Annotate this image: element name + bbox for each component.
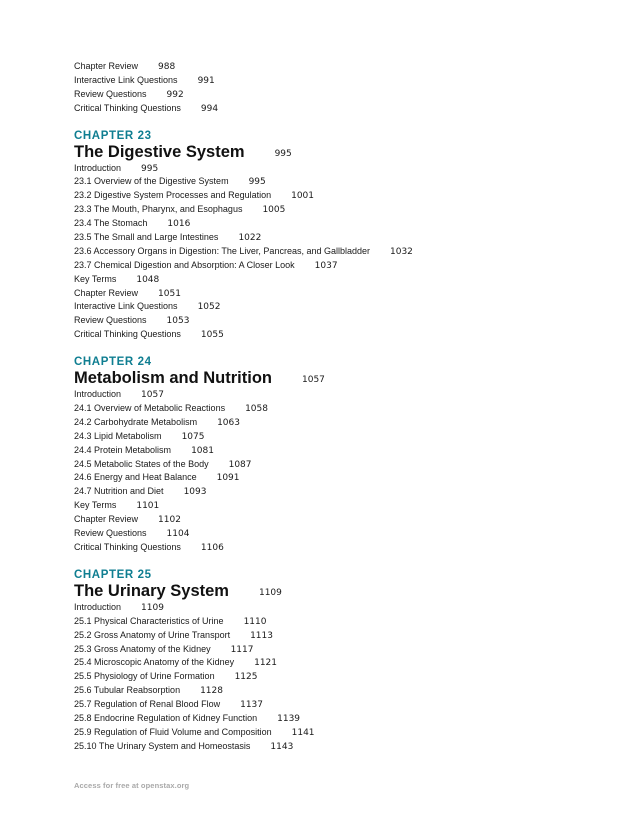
toc-entry-label: Chapter Review [74, 514, 139, 525]
toc-entry-page: 1143 [270, 741, 294, 752]
toc-entry-label: 25.2 Gross Anatomy of Urine Transport [74, 629, 231, 640]
toc-entry[interactable] [74, 416, 594, 430]
toc-entry[interactable] [74, 245, 594, 259]
toc-entry[interactable] [74, 444, 594, 458]
toc-entry-label: Critical Thinking Questions [74, 541, 181, 552]
toc-entry-label: 25.9 Regulation of Fluid Volume and Composition [74, 726, 272, 737]
toc-entry[interactable] [74, 102, 594, 116]
toc-entry-page: 1091 [216, 473, 240, 484]
toc-entry-page: 1093 [183, 487, 207, 498]
toc-entry-page: 995 [248, 177, 266, 188]
toc-entry[interactable] [74, 726, 594, 740]
toc-entry-page: 1005 [262, 205, 286, 216]
toc-entry[interactable] [74, 402, 594, 416]
page-footer: Access for free at openstax.org [74, 781, 190, 790]
toc-entry-label: 23.2 Digestive System Processes and Regulation [74, 190, 272, 201]
chapter-section [74, 130, 594, 343]
toc-entry[interactable] [74, 162, 594, 176]
toc-entry-label: 24.5 Metabolic States of the Body [74, 458, 209, 469]
toc-entry-label: Introduction [74, 601, 122, 612]
toc-entry-label: Critical Thinking Questions [74, 102, 181, 113]
chapter-title: The Digestive System [74, 142, 245, 161]
toc-entry[interactable] [74, 189, 594, 203]
toc-entry-label: 25.3 Gross Anatomy of the Kidney [74, 643, 211, 654]
chapter-number: CHAPTER 23 [74, 129, 152, 142]
toc-entry[interactable] [74, 712, 594, 726]
toc-entry[interactable] [74, 430, 594, 444]
toc-entry-page: 1016 [167, 219, 191, 230]
toc-entry[interactable] [74, 74, 594, 88]
toc-entry[interactable] [74, 328, 594, 342]
chapter-number: CHAPTER 25 [74, 568, 152, 581]
toc-entry-label: Review Questions [74, 315, 147, 326]
toc-entry-label: 25.6 Tubular Reabsorption [74, 685, 181, 696]
toc-entry[interactable] [74, 541, 594, 555]
toc-entry-page: 995 [141, 163, 159, 174]
toc-entry-page: 1075 [181, 431, 205, 442]
toc-entry-label: Introduction [74, 389, 122, 400]
toc-entry-page: 991 [197, 75, 215, 86]
toc-entry[interactable] [74, 643, 594, 657]
toc-entry-label: 23.1 Overview of the Digestive System [74, 176, 229, 187]
chapter-page: 995 [274, 148, 292, 159]
toc-entry-page: 1125 [234, 672, 258, 683]
toc-entry-page: 1106 [200, 542, 224, 553]
chapter-section [74, 569, 594, 754]
toc-entry-page: 1022 [238, 233, 262, 244]
toc-entry-page: 1037 [314, 260, 338, 271]
toc-entry-page: 1001 [291, 191, 315, 202]
toc-entry-page: 1121 [254, 658, 277, 669]
toc-entry-label: Key Terms [74, 273, 117, 284]
toc-entry[interactable] [74, 499, 594, 513]
toc-entry[interactable] [74, 670, 594, 684]
toc-entry[interactable] [74, 259, 594, 273]
toc-entry-label: Chapter Review [74, 61, 139, 71]
toc-entry-label: 23.7 Chemical Digestion and Absorption: A Closer Look [74, 259, 295, 270]
toc-entry-label: Review Questions [74, 528, 147, 539]
toc-entry-page: 1053 [166, 316, 190, 327]
toc-entry-page: 1052 [197, 302, 221, 313]
chapter-page: 1109 [258, 587, 282, 598]
toc-entry-page: 1113 [250, 630, 273, 641]
toc-entry-page: 1128 [200, 686, 223, 697]
toc-entry-label: Introduction [74, 162, 122, 173]
toc-entry-page: 1058 [245, 404, 268, 415]
toc-entry[interactable] [74, 485, 594, 499]
toc-entry[interactable] [74, 287, 594, 301]
toc-entry[interactable] [74, 656, 594, 670]
toc-entry[interactable] [74, 388, 594, 402]
chapter-title: The Urinary System [74, 581, 229, 600]
toc-entry[interactable] [74, 740, 594, 754]
chapter-title: Metabolism and Nutrition [74, 369, 272, 388]
toc-entry-label: Interactive Link Questions [74, 301, 178, 312]
toc-entry-label: 25.7 Regulation of Renal Blood Flow [74, 699, 221, 710]
toc-entry-page: 1104 [166, 529, 190, 540]
chapter-heading[interactable] [74, 368, 594, 388]
toc-entry-label: 23.3 The Mouth, Pharynx, and Esophagus [74, 204, 243, 215]
toc-entry[interactable] [74, 273, 594, 287]
toc-entry[interactable] [74, 217, 594, 231]
chapter-number: CHAPTER 24 [74, 356, 152, 369]
toc-entry[interactable] [74, 684, 594, 698]
chapter-page: 1057 [302, 375, 325, 386]
toc-entry-label: 25.5 Physiology of Urine Formation [74, 671, 215, 682]
toc-entry-page: 1032 [390, 246, 413, 257]
chapter-section [74, 356, 594, 555]
toc-entry-label: 24.1 Overview of Metabolic Reactions [74, 403, 226, 414]
toc-entry[interactable] [74, 601, 594, 615]
toc-entry[interactable] [74, 300, 594, 314]
table-of-contents [74, 60, 594, 754]
toc-entry[interactable] [74, 88, 594, 102]
toc-entry[interactable] [74, 60, 594, 74]
toc-entry-label: Critical Thinking Questions [74, 329, 181, 340]
toc-entry-page: 1102 [158, 515, 181, 526]
toc-entry-label: 24.4 Protein Metabolism [74, 444, 172, 455]
toc-entry-page: 992 [166, 89, 184, 100]
toc-entry-label: 24.6 Energy and Heat Balance [74, 472, 197, 483]
toc-entry-page: 1081 [191, 445, 214, 456]
toc-entry-page: 1051 [158, 288, 181, 299]
toc-entry-label: 23.5 The Small and Large Intestines [74, 232, 219, 243]
toc-entry[interactable] [74, 231, 594, 245]
toc-entry-page: 1117 [230, 644, 254, 655]
toc-entry-label: 25.1 Physical Characteristics of Urine [74, 615, 224, 626]
toc-entry-page: 1137 [240, 700, 263, 711]
chapter-heading[interactable] [74, 581, 594, 601]
toc-entry[interactable] [74, 458, 594, 472]
toc-entry-page: 1063 [217, 417, 240, 428]
toc-entry[interactable] [74, 175, 594, 189]
toc-entry[interactable] [74, 513, 594, 527]
toc-entry-page: 1101 [136, 501, 160, 512]
toc-entry-page: 1048 [136, 274, 160, 285]
toc-entry-label: 24.2 Carbohydrate Metabolism [74, 416, 198, 427]
toc-entry-page: 1057 [141, 390, 164, 401]
toc-entry[interactable] [74, 203, 594, 217]
toc-entry-label: 25.10 The Urinary System and Homeostasis [74, 740, 251, 751]
toc-entry[interactable] [74, 471, 594, 485]
toc-entry-label: Key Terms [74, 500, 117, 511]
toc-entry-label: 24.3 Lipid Metabolism [74, 430, 162, 441]
toc-entry-label: 24.7 Nutrition and Diet [74, 486, 164, 497]
toc-entry-label: Chapter Review [74, 287, 139, 298]
toc-entry-page: 1110 [243, 616, 267, 627]
toc-entry[interactable] [74, 698, 594, 712]
chapter-heading[interactable] [74, 142, 594, 162]
toc-entry-label: 25.4 Microscopic Anatomy of the Kidney [74, 657, 235, 668]
toc-entry-page: 1141 [291, 727, 315, 738]
toc-entry-page: 1055 [200, 330, 224, 341]
toc-entry-page: 994 [200, 103, 219, 114]
toc-entry-page: 988 [158, 62, 176, 72]
toc-entry-label: 23.6 Accessory Organs in Digestion: The Liver, Pancreas, and Gallbladder [74, 245, 370, 256]
toc-entry[interactable] [74, 527, 594, 541]
toc-entry-label: Interactive Link Questions [74, 74, 178, 85]
toc-entry[interactable] [74, 629, 594, 643]
toc-entry-page: 1109 [141, 602, 164, 613]
pre-chapter-items [74, 60, 594, 116]
toc-entry-label: 25.8 Endocrine Regulation of Kidney Function [74, 712, 258, 723]
toc-entry-page: 1087 [228, 459, 252, 470]
toc-entry-label: 23.4 The Stomach [74, 218, 148, 229]
toc-entry-page: 1139 [277, 713, 301, 724]
toc-entry[interactable] [74, 615, 594, 629]
toc-entry[interactable] [74, 314, 594, 328]
toc-entry-label: Review Questions [74, 88, 147, 99]
